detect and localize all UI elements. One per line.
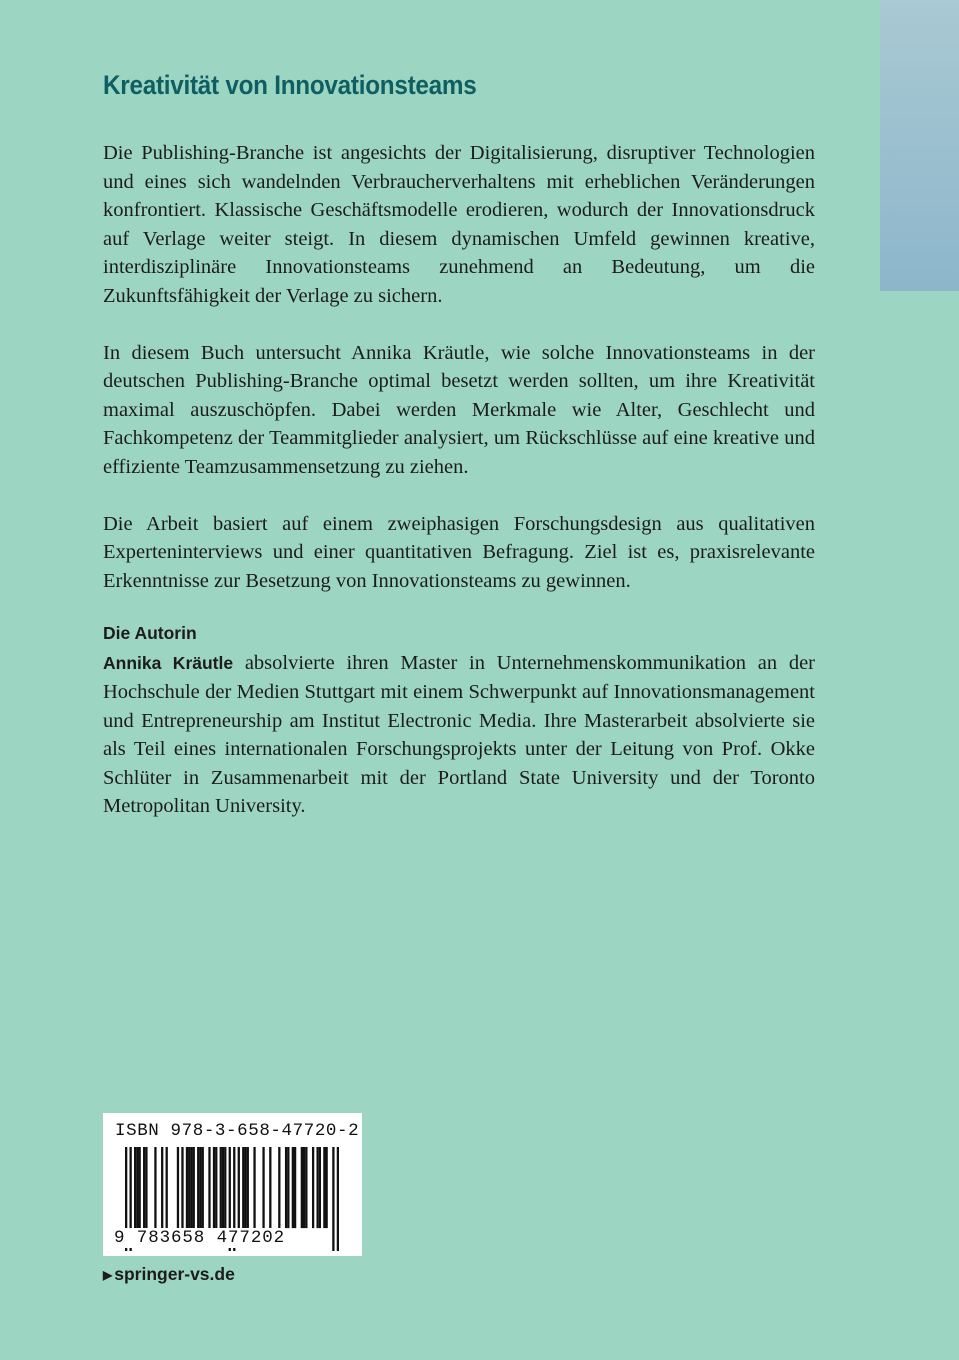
barcode-bar bbox=[181, 1147, 183, 1228]
barcode-bar bbox=[292, 1147, 294, 1228]
barcode-bar bbox=[199, 1147, 201, 1228]
barcode-bar bbox=[316, 1147, 318, 1228]
barcode-bar bbox=[242, 1147, 244, 1228]
author-bio bbox=[103, 649, 815, 821]
barcode-bar bbox=[262, 1147, 264, 1228]
barcode-bar bbox=[319, 1147, 321, 1228]
barcode-digits: 9 783658 477202 bbox=[114, 1228, 286, 1248]
barcode-bar bbox=[139, 1147, 141, 1228]
author-bio-text: absolvierte ihren Master in Unternehmenskommunikation an der Hochschule der Medien Stuttgart mit einem Schwerpunkt auf Innovationsmanagement und Entrepreneurship am Institut Electronic Media. Ihre Masterarbeit absolvierte sie als Teil eines internationalen Forschungsprojekts unter der Leitung von Prof. Okke Schlüter in Zusammenarbeit mit der Portland State University und der Toronto Metropolitan University. bbox=[103, 652, 816, 818]
publisher-website[interactable] bbox=[103, 1264, 235, 1285]
barcode-bar bbox=[136, 1147, 138, 1228]
barcode-bar bbox=[253, 1147, 255, 1228]
barcode-bar bbox=[161, 1147, 163, 1228]
isbn-barcode bbox=[103, 1113, 362, 1256]
author-name: Annika Kräutle bbox=[103, 653, 234, 674]
author-heading: Die Autorin bbox=[103, 623, 197, 644]
back-cover-text bbox=[103, 70, 815, 821]
blurb-paragraph-1: Die Publishing-Branche ist angesichts der Digitalisierung, disruptiver Technologien und eines sich wandelnden Verbraucherverhaltens mit erheblichen Veränderungen konfrontiert. Klassische Geschäftsmodelle erodieren, wodurch der Innovationsdruck auf Verlage weiter steigt. In diesem dynamischen Umfeld gewinnen kreative, interdisziplinäre Innovationsteams zunehmend an Bedeutung, um die Zukunftsfähigkeit der Verlage zu sichern. bbox=[103, 142, 815, 307]
barcode-bar bbox=[278, 1147, 280, 1228]
website-text: springer-vs.de bbox=[114, 1264, 235, 1284]
barcode-bar bbox=[202, 1147, 204, 1228]
barcode-bar bbox=[222, 1147, 224, 1228]
blurb-paragraph-2: In diesem Buch untersucht Annika Kräutle, wie solche Innovationsteams in der deutschen Publishing-Branche optimal besetzt werden sollten, um ihre Kreativität maximal auszuschöpfen. Dabei werden Merkmale wie Alter, Geschlecht und Fachkompetenz der Teammitglieder analysiert, um Rückschlüsse auf eine kreative und effiziente Teamzusammensetzung zu ziehen. bbox=[103, 341, 815, 478]
barcode-bar bbox=[166, 1147, 168, 1228]
barcode-bar bbox=[294, 1147, 296, 1228]
barcode-bar bbox=[215, 1147, 217, 1228]
barcode-bar bbox=[213, 1147, 215, 1228]
isbn-label: ISBN 978-3-658-47720-2 bbox=[115, 1121, 360, 1141]
barcode-bar bbox=[224, 1147, 226, 1228]
barcode-bar bbox=[244, 1147, 246, 1228]
barcode-bar bbox=[303, 1147, 305, 1228]
barcode-bar bbox=[287, 1147, 289, 1228]
book-title: Kreativität von Innovationsteams bbox=[103, 70, 477, 100]
barcode-bar bbox=[186, 1147, 188, 1228]
barcode-bar bbox=[177, 1147, 179, 1228]
barcode-bar bbox=[269, 1147, 271, 1228]
barcode-bar bbox=[220, 1147, 222, 1228]
barcode-bar bbox=[323, 1147, 325, 1228]
side-color-tab bbox=[880, 0, 959, 291]
barcode-bar bbox=[238, 1147, 240, 1228]
barcode-bar bbox=[208, 1147, 210, 1228]
triangle-right-icon: ▶ bbox=[103, 1268, 113, 1282]
barcode-bar bbox=[305, 1147, 307, 1228]
barcode-bar bbox=[301, 1147, 303, 1228]
barcode-bar bbox=[143, 1147, 145, 1228]
barcode-bar bbox=[193, 1147, 195, 1228]
blurb-paragraph-3: Die Arbeit basiert auf einem zweiphasigen Forschungsdesign aus qualitativen Experteninterviews und einer quantitativen Befragung. Ziel ist es, praxisrelevante Erkenntnisse zur Besetzung von Innovationsteams zu gewinnen. bbox=[103, 512, 815, 592]
barcode-bar bbox=[145, 1147, 147, 1228]
barcode-bar bbox=[134, 1147, 136, 1228]
barcode-bar bbox=[154, 1147, 156, 1228]
barcode-bar bbox=[325, 1147, 327, 1228]
barcode-bar bbox=[188, 1147, 190, 1228]
barcode-bar bbox=[197, 1147, 199, 1228]
barcode-bar bbox=[190, 1147, 192, 1228]
barcode-bar bbox=[285, 1147, 287, 1228]
barcode-bar bbox=[312, 1147, 314, 1228]
barcode-bar bbox=[247, 1147, 249, 1228]
